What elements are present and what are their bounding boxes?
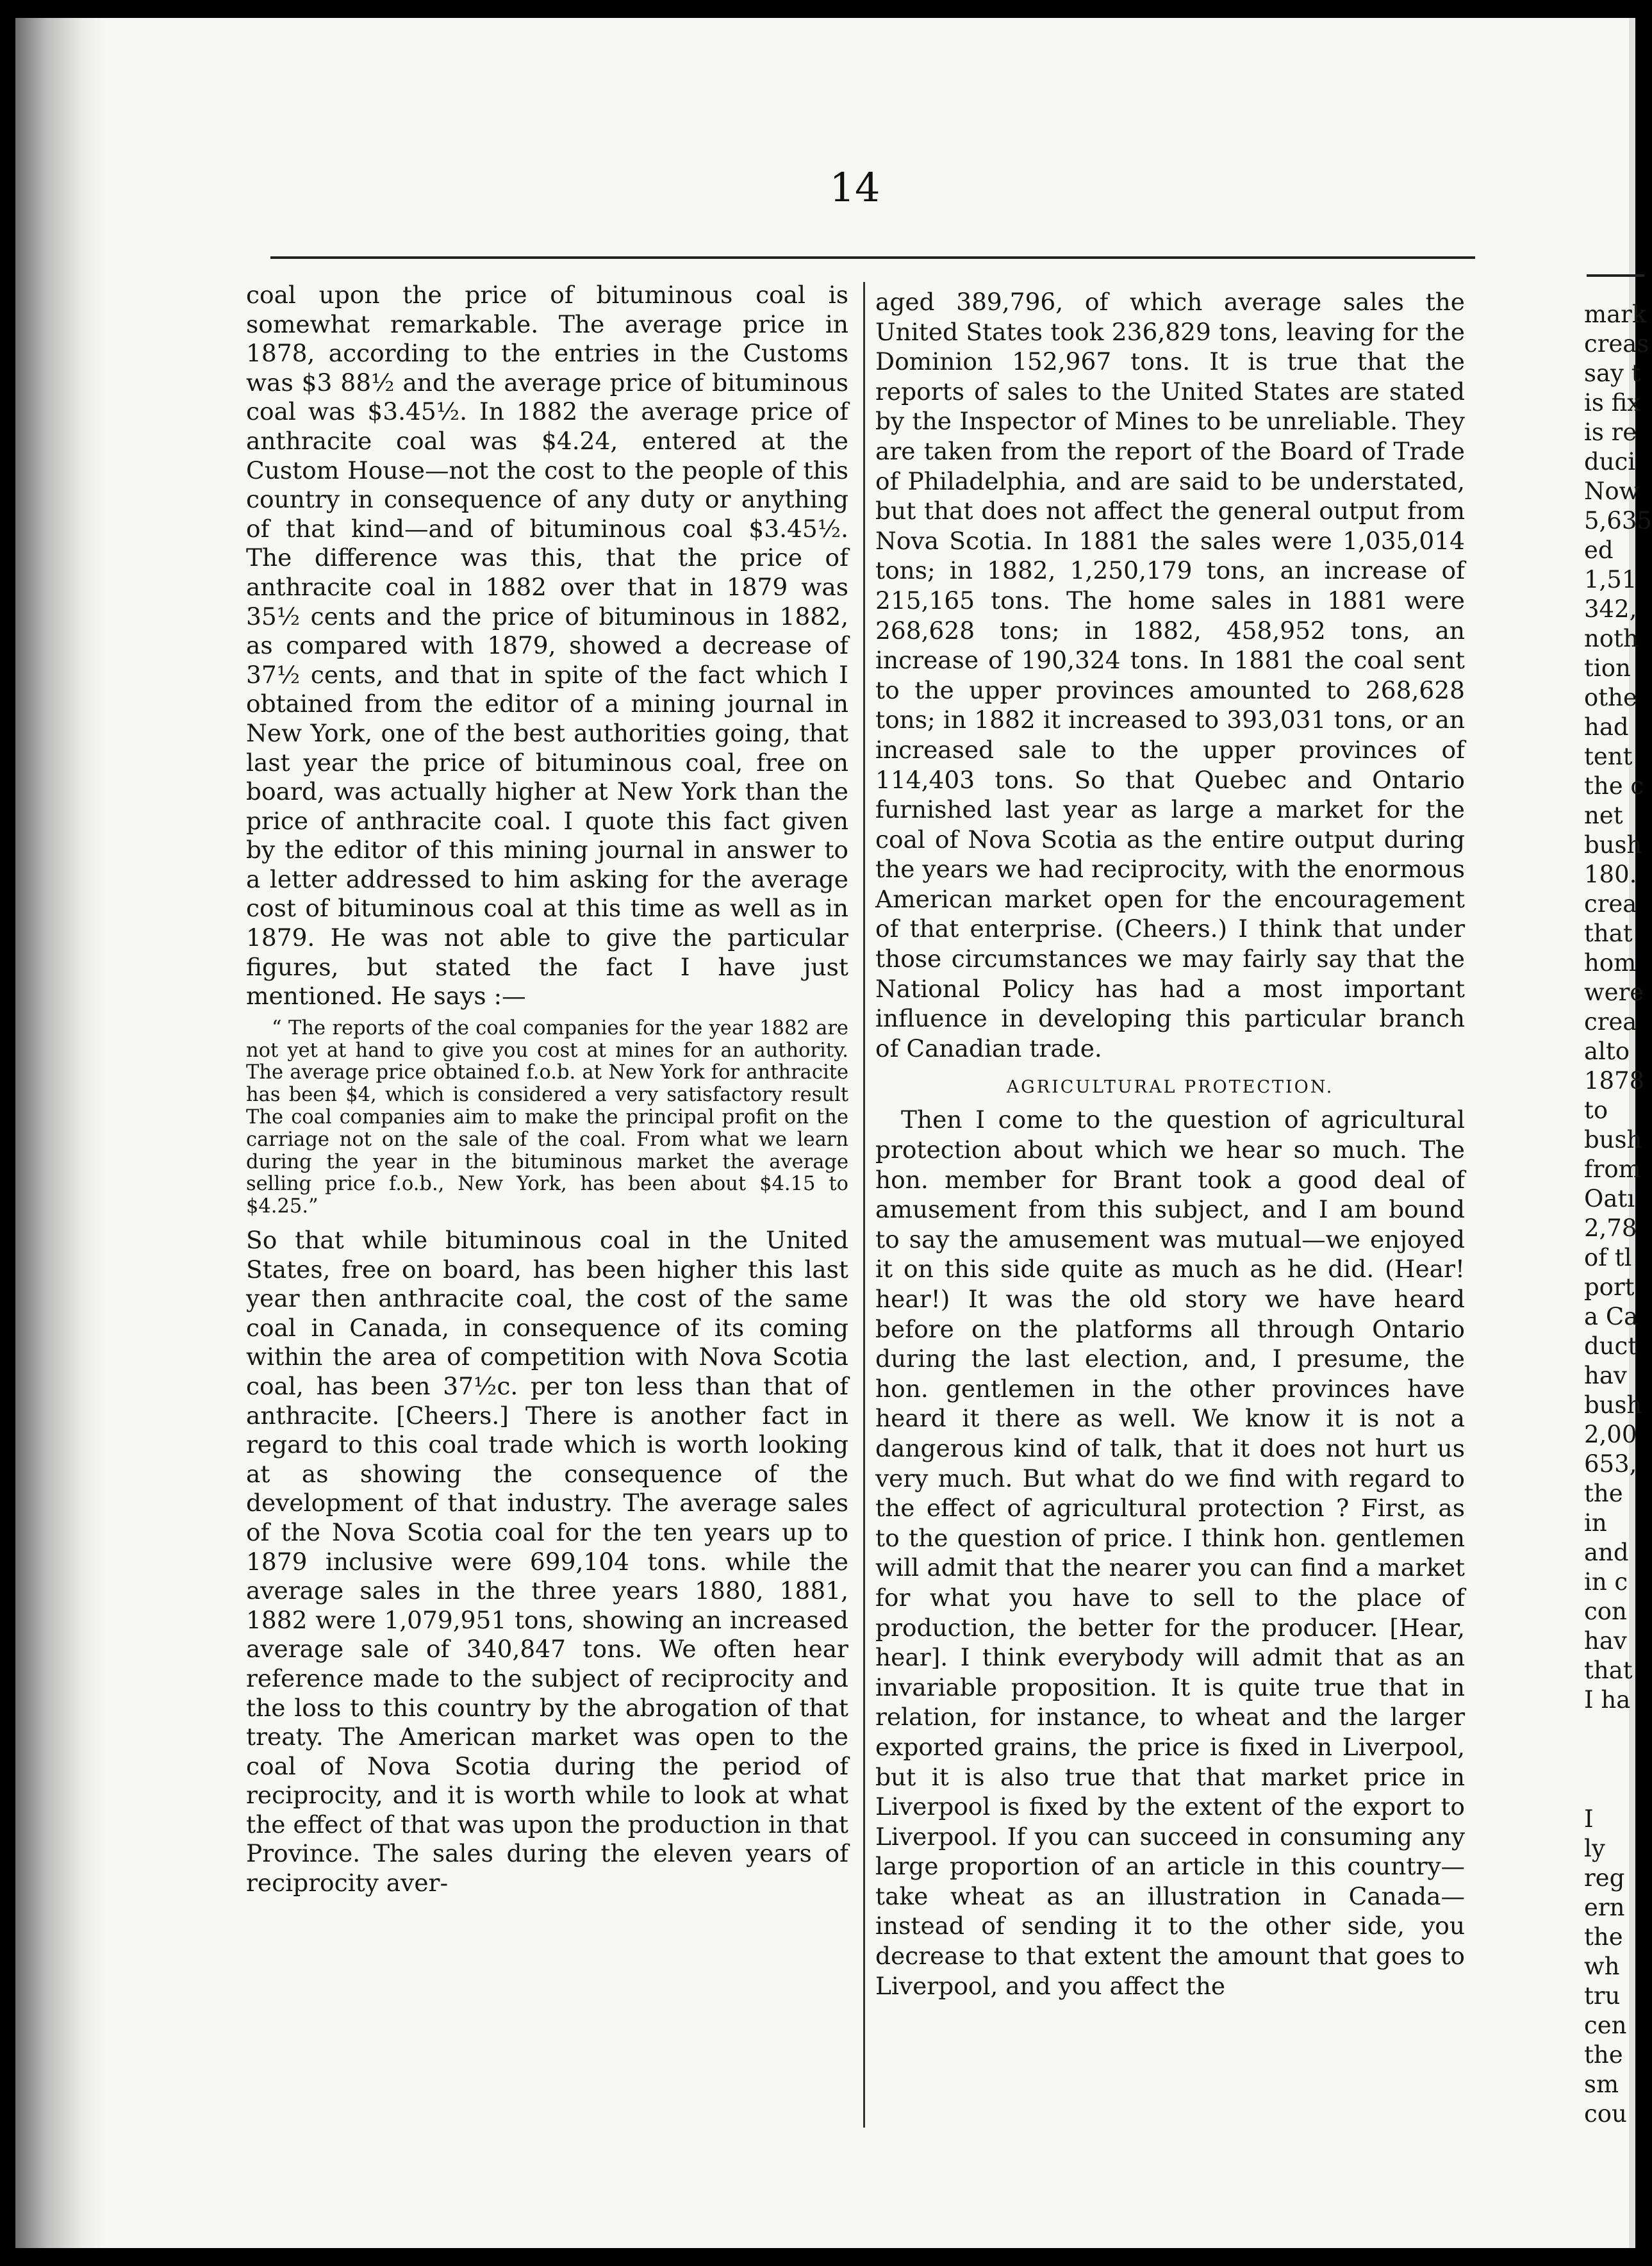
edge-fragment-line: sm — [1584, 2071, 1619, 2098]
edge-fragment-line: tru — [1584, 1982, 1621, 2010]
edge-fragment-line: is fix — [1584, 389, 1641, 417]
header-rule — [270, 256, 1475, 259]
edge-fragment-line: to — [1584, 1096, 1608, 1124]
edge-fragment-line: con — [1584, 1598, 1627, 1625]
edge-fragment-line: duct — [1584, 1332, 1638, 1360]
edge-fragment-line: ed — [1584, 536, 1614, 564]
edge-fragment-line: wh — [1584, 1953, 1620, 1980]
edge-fragment-line: bush — [1584, 1391, 1642, 1419]
edge-fragment-line: the c — [1584, 772, 1644, 800]
edge-fragment-line: 1,51 — [1584, 566, 1637, 593]
edge-fragment-line: duci — [1584, 448, 1636, 476]
edge-fragment-line: the — [1584, 1480, 1623, 1507]
left-paragraph-2: So that while bituminous coal in the United States, free on board, has been higher this last year then anthracite coal, the cost of the same coal in Canada, in consequence of its coming within the area of competition with Nova Scotia coal, has been 37½c. per ton less than that of anthracite. [Cheers.] There is another fact in regard to this coal trade which is worth looking at as showing the consequence of the development of that industry. The average sales of the Nova Scotia coal for the ten years up to 1879 inclusive were 699,104 tons. while the average sales in the three years 1880, 1881, 1882 were 1,079,951 tons, showing an increased average sale of 340,847 tons. We often hear reference made to the subject of reciprocity and the loss to this country by the abrogation of that treaty. The American market was open to the coal of Nova Scotia during the period of reciprocity, and it is worth while to look at what the effect of that was upon the production in that Province. The sales during the eleven years of reciprocity aver- — [246, 1226, 848, 1898]
edge-fragment-line: 5,635 — [1584, 507, 1652, 534]
section-heading: AGRICULTURAL PROTECTION. — [1006, 1077, 1334, 1098]
edge-fragment-line: had — [1584, 713, 1629, 741]
edge-fragment-line: in — [1584, 1509, 1607, 1537]
edge-fragment-line: the — [1584, 1923, 1623, 1951]
edge-fragment-line: 653, — [1584, 1450, 1637, 1478]
edge-fragment-line: 342, — [1584, 595, 1637, 623]
edge-fragment-line: net — [1584, 802, 1623, 829]
middle-column — [875, 287, 1465, 2001]
page-number: 14 — [829, 164, 880, 211]
edge-fragment-line: alto — [1584, 1038, 1630, 1065]
edge-fragment-line: 2,78 — [1584, 1214, 1637, 1242]
document-page — [15, 18, 1652, 2248]
edge-fragment-line: reg — [1584, 1864, 1625, 1892]
edge-fragment-line: creas — [1584, 330, 1649, 358]
edge-fragment-line: say t — [1584, 360, 1641, 387]
edge-fragment-line: a Ca — [1584, 1303, 1639, 1330]
edge-fragment-line: noth — [1584, 625, 1639, 652]
edge-fragment-line: were — [1584, 979, 1644, 1006]
edge-fragment-line: cen — [1584, 2012, 1627, 2039]
edge-fragment-line: that — [1584, 1657, 1633, 1684]
editor-quote: “ The reports of the coal companies for the year 1882 are not yet at hand to give you cost at mines for an authority. The average price obtained f.o.b. at New York for anthracite has been $4, which is considered a very satisfactory result The coal companies aim to make the principal profit on the carriage not on the sale of the coal. From what we learn during the year in the bituminous market the average selling price f.o.b., New York, has been about $4.15 to $4.25.” — [246, 1016, 848, 1218]
edge-fragment-line: I ha — [1584, 1686, 1631, 1714]
edge-fragment-line: and — [1584, 1539, 1629, 1566]
next-page-header-rule — [1587, 274, 1644, 277]
edge-fragment-line: ly — [1584, 1835, 1605, 1862]
edge-fragment-line: mark — [1584, 301, 1647, 328]
edge-fragment-line: 1878 — [1584, 1067, 1645, 1095]
page-binding-shadow — [15, 18, 105, 2248]
edge-fragment-line: hav — [1584, 1362, 1627, 1389]
edge-fragment-line: ern — [1584, 1894, 1625, 1921]
edge-fragment-line: crea — [1584, 1008, 1637, 1036]
edge-fragment-line: othe — [1584, 684, 1637, 711]
edge-fragment-line: hom — [1584, 949, 1637, 977]
edge-fragment-line: I — [1584, 1805, 1594, 1833]
edge-fragment-line: is re — [1584, 418, 1637, 446]
edge-gap — [1584, 1715, 1648, 1805]
edge-fragment-line: the — [1584, 2041, 1623, 2069]
edge-fragment-line: 2,00 — [1584, 1421, 1637, 1448]
edge-fragment-line: in c — [1584, 1568, 1628, 1596]
middle-paragraph-2: Then I come to the question of agricultural protection about which we hear so much. The hon. member for Brant took a good deal of amusement from this subject, and I am bound to say the amusement was mutual—we enjoyed it on this side quite as much as he did. (Hear! hear!) It was the old story we have heard before on the platforms all through Ontario during the last election, and, I presume, the hon. gentlemen in the other provinces have heard it there as well. We know it is not a dangerous kind of talk, that it does not hurt us very much. But what do we find with regard to the effect of agricultural protection ? First, as to the question of price. I think hon. gentlemen will admit that the nearer you can find a market for what you have to sell to the place of production, the better for the producer. [Hear, hear]. I think everybody will admit that as an invariable proposition. It is quite true that in relation, for instance, to wheat and the larger exported grains, the price is fixed in Liverpool, but it is also true that that market price in Liverpool is fixed by the extent of the export to Liverpool. If you can succeed in consuming any large proportion of an article in this country—take wheat as an illustration in Canada—instead of sending it to the other side, you decrease to that extent the amount that goes to Liverpool, and you affect the — [875, 1105, 1465, 2000]
edge-fragment-group-2 — [1584, 1805, 1648, 2129]
edge-fragment-line: crea — [1584, 890, 1637, 918]
next-page-column-fragment — [1584, 300, 1652, 2129]
edge-fragment-line: Now — [1584, 477, 1640, 505]
left-column — [246, 281, 848, 1898]
edge-fragment-line: that — [1584, 920, 1633, 947]
left-paragraph-1: coal upon the price of bituminous coal is somewhat remarkable. The average price in 1878, according to the entries in the Customs was $3 88½ and the average price of bituminous coal was $3.45½. In 1882 the average price of anthracite coal was $4.24, entered at the Custom House—not the cost to the people of this country in consequence of any duty or anything of that kind—and of bituminous coal $3.45½. The difference was this, that the price of anthracite coal in 1882 over that in 1879 was 35½ cents and the price of bituminous in 1882, as compared with 1879, showed a decrease of 37½ cents, and that in spite of the fact which I obtained from the editor of a mining journal in New York, one of the best authorities going, that last year the price of bituminous coal, free on board, was actually higher at New York than the price of anthracite coal. I quote this fact given by the editor of this mining journal in answer to a letter addressed to him asking for the average cost of bituminous coal at this time as well as in 1879. He was not able to give the particular figures, but stated the fact I have just mentioned. He says :— — [246, 281, 848, 1011]
edge-fragment-line: hav — [1584, 1627, 1627, 1655]
edge-fragment-line: tion — [1584, 654, 1631, 682]
middle-paragraph-1: aged 389,796, of which average sales the United States took 236,829 tons, leaving for the Dominion 152,967 tons. It is true that the reports of sales to the United States are stated by the Inspector of Mines to be unreliable. They are taken from the report of the Board of Trade of Philadelphia, and are said to be understated, but that does not affect the general output from Nova Scotia. In 1881 the sales were 1,035,014 tons; in 1882, 1,250,179 tons, an increase of 215,165 tons. The home sales in 1881 were 268,628 tons; in 1882, 458,952 tons, an increase of 190,324 tons. In 1881 the coal sent to the upper provinces amounted to 268,628 tons; in 1882 it increased to 393,031 tons, or an increased sale to the upper provinces of 114,403 tons. So that Quebec and Ontario furnished last year as large a market for the coal of Nova Scotia as the entire output during the years we had reciprocity, with the enormous American market open for the encouragement of that enterprise. (Cheers.) I think that under those circumstances we may fairly say that the National Policy has had a most important influence in developing this particular branch of Canadian trade. — [875, 288, 1465, 1063]
edge-fragment-group-1 — [1584, 300, 1652, 1715]
edge-fragment-line: cou — [1584, 2100, 1627, 2128]
edge-fragment-line: bush — [1584, 1126, 1642, 1154]
edge-fragment-line: 180. — [1584, 861, 1637, 888]
edge-fragment-line: Oatı — [1584, 1185, 1635, 1212]
edge-fragment-line: of tl — [1584, 1244, 1632, 1271]
edge-fragment-line: from — [1584, 1155, 1641, 1183]
edge-fragment-line: bush — [1584, 831, 1642, 859]
edge-fragment-line: port — [1584, 1273, 1635, 1301]
column-divider — [863, 282, 865, 2128]
edge-fragment-line: tent — [1584, 743, 1633, 770]
